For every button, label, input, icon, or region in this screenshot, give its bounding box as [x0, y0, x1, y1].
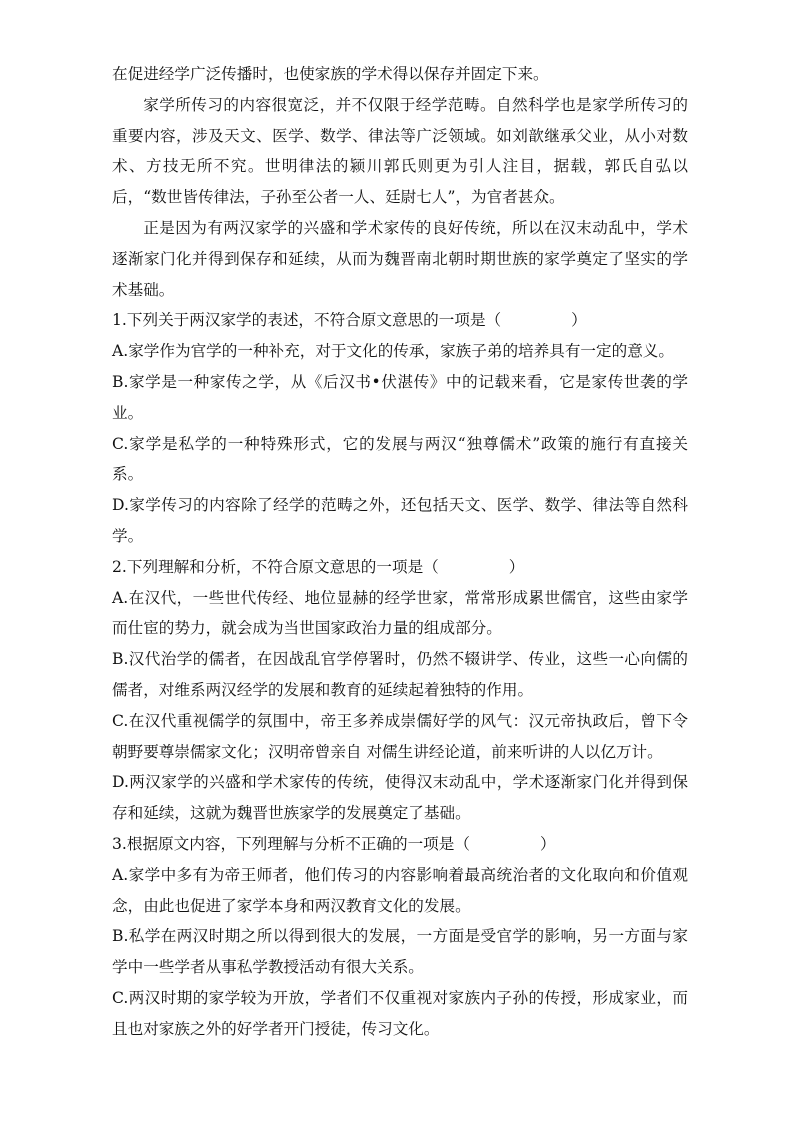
option-item: B.家学是一种家传之学，从《后汉书•伏湛传》中的记载来看，它是家传世袭的学业。 — [112, 372, 688, 422]
passage-paragraph: 在促进经学广泛传播时，也使家族的学术得以保存并固定下来。 — [112, 65, 549, 83]
passage-paragraph: 家学所传习的内容很宽泛，并不仅限于经学范畴。自然科学也是家学所传习的重要内容，涉及天文、医学、数学、律法等广泛领域。如刘歆继承父业，从小对数术、方技无所不究。世明律法的颍川郭氏则更为引人注目，据载，郭氏自弘以后，“数世皆传律法，子孙至公者一人、廷尉七人”，为官者甚众。 — [112, 95, 688, 207]
option-item: B.私学在两汉时期之所以得到很大的发展，一方面是受官学的影响，另一方面与家学中一些学者从事私学教授活动有很大关系。 — [112, 927, 688, 977]
question-text: 2.下列理解和分析，不符合原文意思的一项是（ — [112, 557, 439, 576]
question-stem — [112, 829, 688, 860]
paren-close: ） — [571, 311, 587, 330]
paren-close: ） — [508, 557, 525, 576]
question-text: 1.下列关于两汉家学的表述，不符合原文意思的一项是（ — [112, 311, 502, 330]
option-item: A.在汉代，一些世代传经、地位显赫的经学世家，常常形成累世儒官，这些由家学而仕宦的势力，就会成为当世国家政治力量的组成部分。 — [112, 588, 688, 638]
question-text: 3.根据原文内容，下列理解与分析不正确的一项是（ — [112, 834, 470, 853]
document-body — [112, 59, 688, 1045]
option-item: C.家学是私学的一种特殊形式，它的发展与两汉“独尊儒术”政策的施行有直接关系。 — [112, 434, 688, 484]
passage-paragraph: 正是因为有两汉家学的兴盛和学术家传的良好传统，所以在汉末动乱中，学术逐渐家门化并得到保存和延续，从而为魏晋南北朝时期世族的家学奠定了坚实的学术基础。 — [112, 218, 688, 299]
option-item: C.在汉代重视儒学的氛围中，帝王多养成崇儒好学的风气：汉元帝执政后，曾下令朝野要尊崇儒家文化；汉明帝曾亲自 对儒生讲经论道，前来听讲的人以亿万计。 — [112, 711, 688, 761]
option-item: A.家学作为官学的一种补充，对于文化的传承，家族子弟的培养具有一定的意义。 — [112, 342, 674, 361]
option-item: D.家学传习的内容除了经学的范畴之外，还包括天文、医学、数学、律法等自然科学。 — [112, 496, 688, 545]
paren-close: ） — [539, 834, 556, 853]
question-stem — [112, 552, 688, 583]
option-item: D.两汉家学的兴盛和学术家传的传统，使得汉末动乱中，学术逐渐家门化并得到保存和延续，这就为魏晋世族家学的发展奠定了基础。 — [112, 773, 688, 823]
option-item: B.汉代治学的儒者，在因战乱官学停署时，仍然不辍讲学、传业，这些一心向儒的儒者，对维系两汉经学的发展和教育的延续起着独特的作用。 — [112, 650, 688, 699]
option-item: C.两汉时期的家学较为开放，学者们不仅重视对家族内子孙的传授，形成家业，而且也对家族之外的好学者开门授徒，传习文化。 — [112, 988, 688, 1038]
question-stem — [112, 305, 688, 336]
option-item: A.家学中多有为帝王师者，他们传习的内容影响着最高统治者的文化取向和价值观念，由此也促进了家学本身和两汉教育文化的发展。 — [112, 865, 688, 915]
